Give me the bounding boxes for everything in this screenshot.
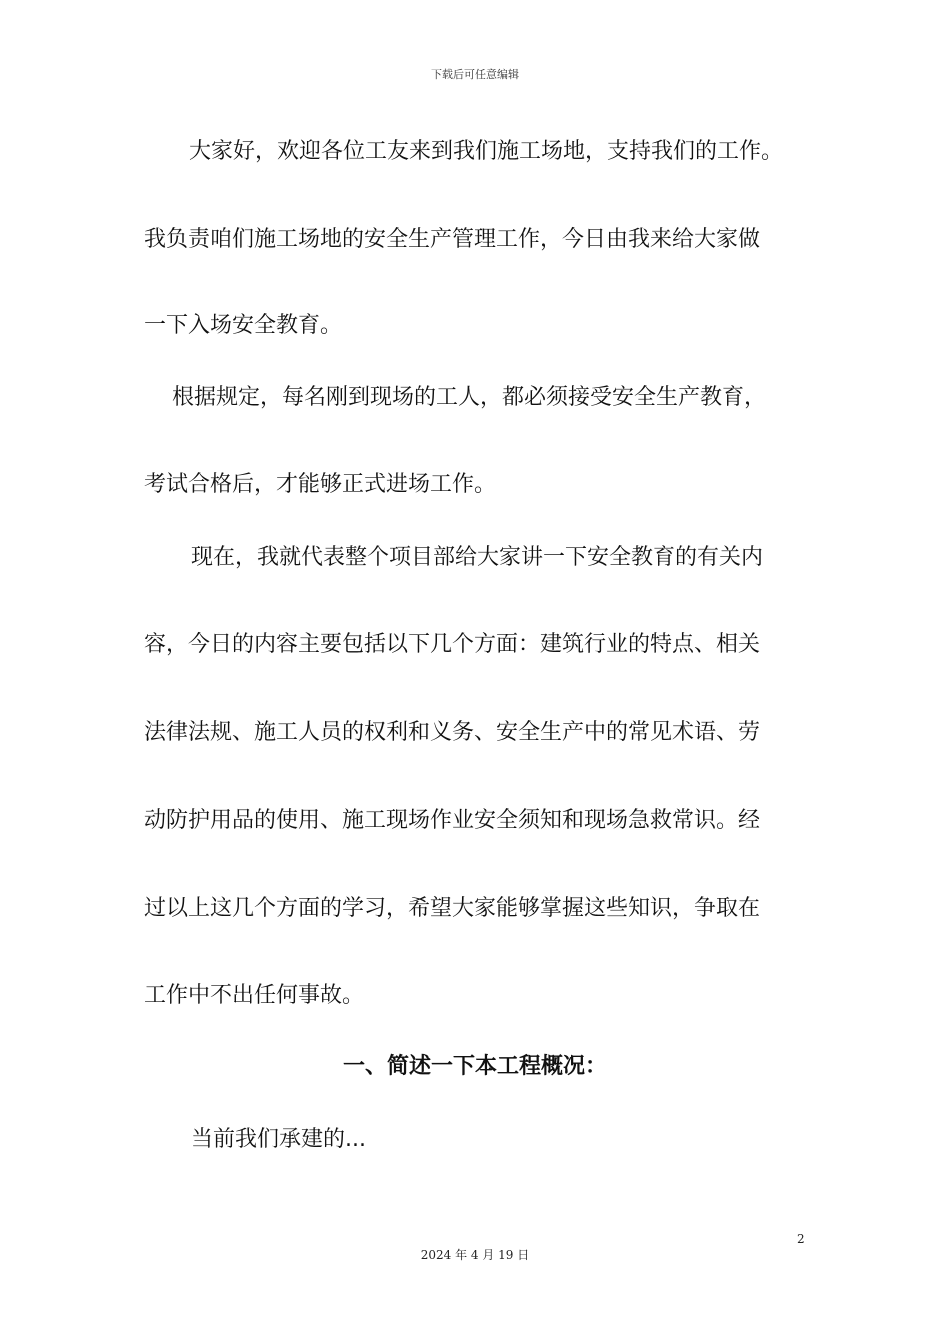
paragraph-line: 一下入场安全教育。: [144, 313, 343, 338]
paragraph-line: 我负责咱们施工场地的安全生产管理工作，今日由我来给大家做: [144, 227, 761, 252]
paragraph-line: 法律法规、施工人员的权利和义务、安全生产中的常见术语、劳: [144, 720, 761, 745]
header-note: 下载后可任意编辑: [431, 68, 519, 81]
page-number: 2: [797, 1232, 805, 1246]
paragraph-line: 大家好，欢迎各位工友来到我们施工场地，支持我们的工作。: [189, 139, 784, 164]
paragraph-line: 容，今日的内容主要包括以下几个方面：建筑行业的特点、相关: [144, 632, 761, 657]
footer-date: 2024 年 4 月 19 日: [420, 1248, 530, 1262]
paragraph-line: 考试合格后，才能够正式进场工作。: [144, 472, 497, 497]
section-heading: 一、简述一下本工程概况：: [342, 1054, 607, 1079]
paragraph-line: 过以上这几个方面的学习，希望大家能够掌握这些知识，争取在: [144, 896, 761, 921]
paragraph-line: 根据规定，每名刚到现场的工人，都必须接受安全生产教育，: [172, 385, 767, 410]
paragraph-line: 工作中不出任何事故。: [144, 983, 365, 1008]
paragraph-line: 动防护用品的使用、施工现场作业安全须知和现场急救常识。经: [144, 808, 761, 833]
section-intro: 当前我们承建的...: [191, 1127, 366, 1152]
paragraph-line: 现在，我就代表整个项目部给大家讲一下安全教育的有关内: [191, 545, 764, 570]
